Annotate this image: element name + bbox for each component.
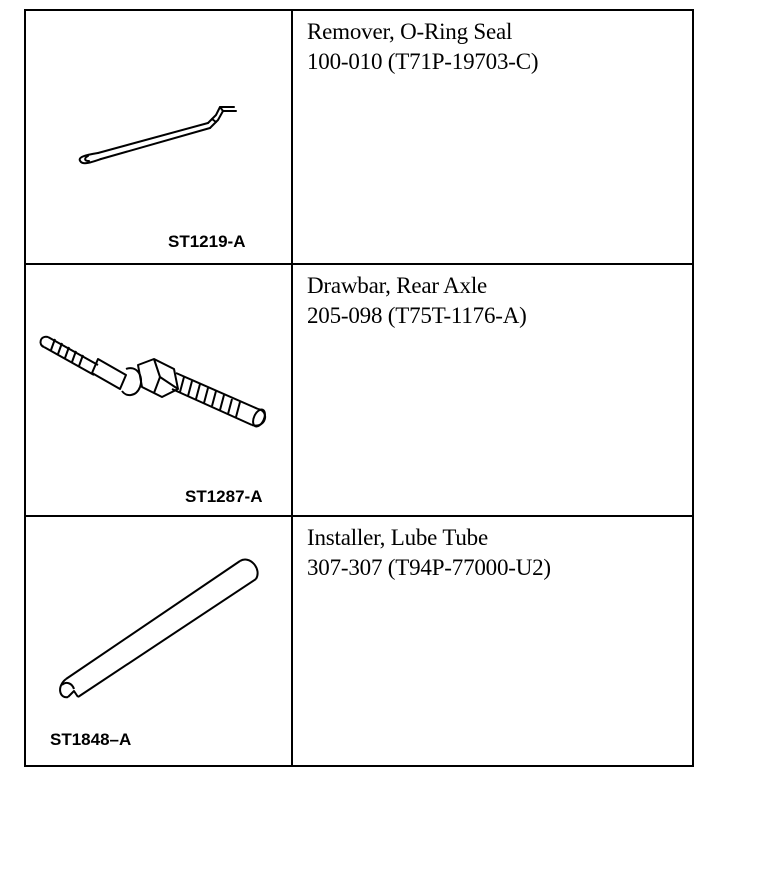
tool-row: [26, 515, 692, 765]
tool-number: 307-307 (T94P-77000-U2): [307, 555, 551, 580]
figure-label: ST1287-A: [185, 487, 263, 506]
tool-illustration-cell: [26, 265, 293, 515]
o-ring-seal-remover-icon: [26, 11, 291, 263]
rear-axle-drawbar-icon: [26, 265, 291, 515]
special-tools-table: [24, 9, 694, 767]
tool-row: [26, 11, 692, 263]
figure-label: ST1219-A: [168, 232, 246, 251]
tool-name: Drawbar, Rear Axle: [307, 273, 488, 298]
tool-name: Remover, O-Ring Seal: [307, 19, 513, 44]
tool-description-cell: [293, 265, 692, 515]
tool-name: Installer, Lube Tube: [307, 525, 488, 550]
tool-description-cell: [293, 517, 692, 765]
tool-description-cell: [293, 11, 692, 263]
figure-label: ST1848–A: [50, 730, 132, 749]
tool-row: [26, 263, 692, 515]
tool-illustration-cell: [26, 11, 293, 263]
tool-illustration-cell: [26, 517, 293, 765]
tool-number: 205-098 (T75T-1176-A): [307, 303, 527, 328]
tool-number: 100-010 (T71P-19703-C): [307, 49, 539, 74]
